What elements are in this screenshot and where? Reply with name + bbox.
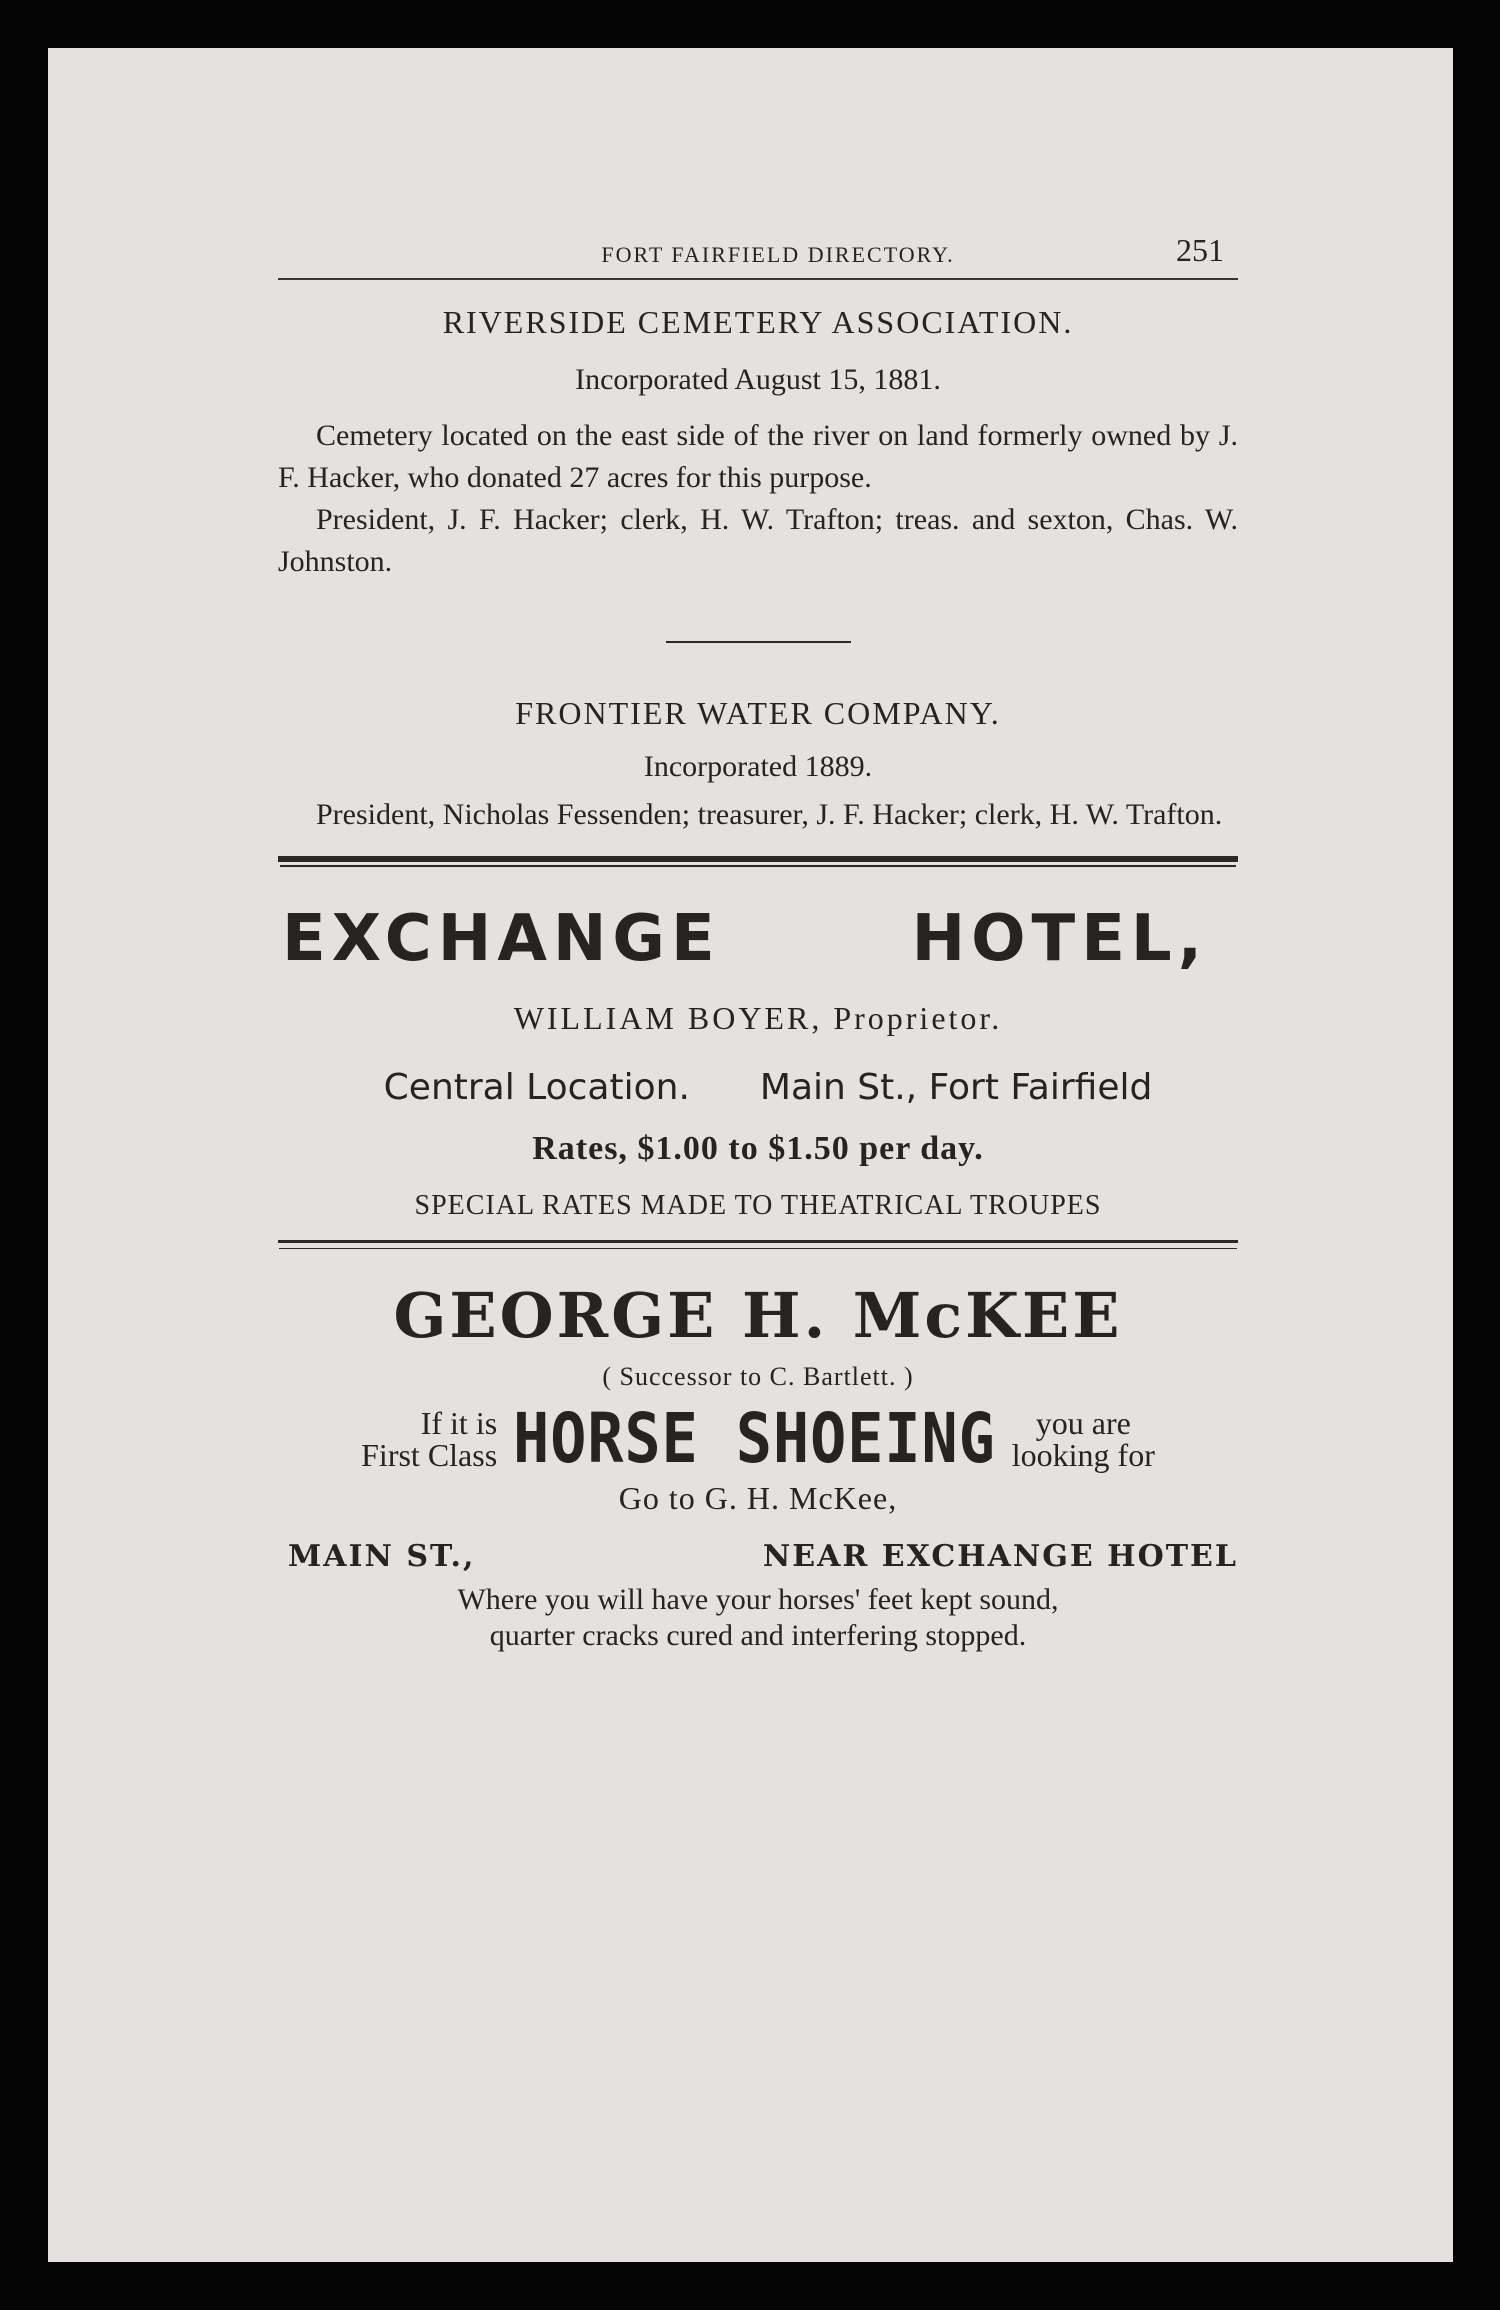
riverside-paragraph-1: Cemetery located on the east side of the river on land formerly owned by J. F. Hacker, who donated 27 acres for this purpose. — [278, 419, 1238, 494]
riverside-incorporated: Incorporated August 15, 1881. — [575, 363, 941, 396]
mckee-tagline-1: Where you will have your horses' feet kept sound, — [457, 1583, 1059, 1616]
mckee-advert — [278, 1279, 1238, 1654]
mckee-address — [278, 1539, 1238, 1574]
section-divider — [666, 641, 851, 643]
left-line-1: If it is — [420, 1405, 498, 1441]
mckee-name: GEORGE H. McKEE — [393, 1279, 1123, 1352]
riverside-title: RIVERSIDE CEMETERY ASSOCIATION. — [442, 304, 1074, 340]
horse-shoeing-row — [278, 1398, 1238, 1480]
hotel-name-right: HOTEL, — [911, 902, 1208, 976]
running-head-title: FORT FAIRFIELD DIRECTORY. — [601, 242, 955, 267]
frontier-title: FRONTIER WATER COMPANY. — [515, 695, 1001, 731]
hotel-name — [278, 902, 1238, 976]
advert-top-rule — [278, 856, 1238, 862]
mckee-go-to: Go to G. H. McKee, — [618, 1480, 898, 1516]
advert-divider — [278, 1240, 1238, 1243]
mckee-address-left: MAIN ST., — [288, 1539, 476, 1574]
right-line-2: looking for — [1011, 1437, 1155, 1473]
hotel-special-rates: SPECIAL RATES MADE TO THEATRICAL TROUPES — [414, 1190, 1102, 1221]
mckee-tagline — [278, 1582, 1238, 1654]
horse-shoeing-headline: HORSE SHOEING — [513, 1398, 996, 1480]
mckee-address-right: NEAR EXCHANGE HOTEL — [762, 1539, 1238, 1574]
hotel-advert — [278, 902, 1238, 1222]
hotel-rates: Rates, $1.00 to $1.50 per day. — [532, 1130, 984, 1167]
page-content — [278, 232, 1238, 1654]
left-line-2: First Class — [361, 1437, 498, 1473]
right-line-1: you are — [1035, 1405, 1131, 1441]
page-number: 251 — [1176, 232, 1224, 268]
hotel-location-right: Main St., Fort Fairfield — [759, 1067, 1153, 1108]
directory-page — [48, 48, 1453, 2262]
mckee-successor: ( Successor to C. Bartlett. ) — [602, 1362, 914, 1391]
hotel-location-left: Central Location. — [383, 1067, 690, 1108]
horse-shoeing-left-text — [361, 1407, 497, 1471]
frontier-incorporated: Incorporated 1889. — [643, 750, 873, 783]
frontier-section — [278, 695, 1238, 836]
hotel-proprietor: WILLIAM BOYER, Proprietor. — [513, 1000, 1003, 1036]
horse-shoeing-right-text — [1012, 1407, 1155, 1471]
mckee-tagline-2: quarter cracks cured and interfering stopped. — [489, 1619, 1027, 1652]
frontier-paragraph-1: President, Nicholas Fessenden; treasurer, J. F. Hacker; clerk, H. W. Trafton. — [316, 798, 1223, 831]
hotel-location — [278, 1067, 1238, 1108]
running-head — [278, 232, 1238, 280]
hotel-name-left: EXCHANGE — [282, 902, 721, 976]
riverside-paragraph-2: President, J. F. Hacker; clerk, H. W. Trafton; treas. and sexton, Chas. W. Johnston. — [278, 503, 1238, 578]
riverside-section — [278, 304, 1238, 583]
